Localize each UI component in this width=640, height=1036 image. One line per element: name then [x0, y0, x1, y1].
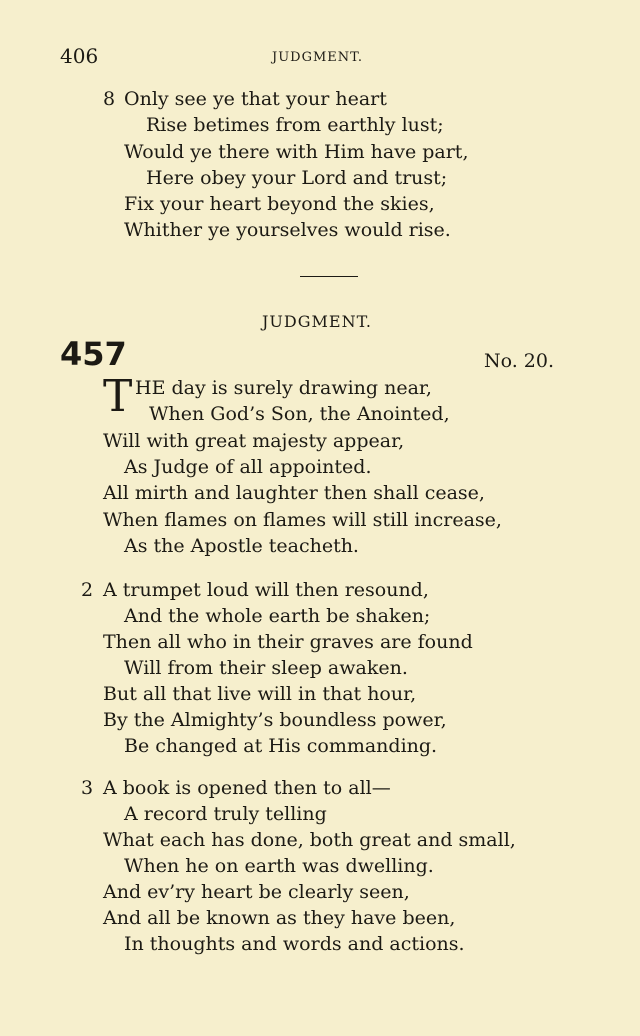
running-head: JUDGMENT.: [272, 50, 364, 65]
section-title: JUDGMENT.: [262, 312, 372, 331]
hymn-line: In thoughts and words and actions.: [124, 933, 465, 955]
page-number: 406: [60, 44, 99, 68]
drop-cap: T: [103, 371, 133, 422]
hymn-line: When he on earth was dwelling.: [124, 855, 434, 877]
hymn-line: But all that live will in that hour,: [103, 683, 417, 705]
hymn-line: Will from their sleep awaken.: [124, 657, 408, 679]
hymn-line: Rise betimes from earthly lust;: [146, 114, 444, 136]
hymn-line: A book is opened then to all—: [103, 777, 391, 799]
tune-reference: No. 20.: [484, 350, 555, 372]
hymn-line: Whither ye yourselves would rise.: [124, 219, 451, 241]
hymn-line: When God’s Son, the Anointed,: [149, 403, 450, 425]
hymn-line: All mirth and laughter then shall cease,: [103, 482, 485, 504]
hymn-line: Would ye there with Him have part,: [124, 141, 469, 163]
hymn-line: Will with great majesty appear,: [103, 430, 405, 452]
hymn-line: What each has done, both great and small,: [103, 829, 516, 851]
verse-number: 3: [81, 777, 94, 799]
hymn-line: Only see ye that your heart: [124, 88, 387, 110]
hymn-line: By the Almighty’s boundless power,: [103, 709, 447, 731]
hymn-line: Then all who in their graves are found: [103, 631, 473, 653]
hymn-line: Be changed at His commanding.: [124, 735, 438, 757]
hymn-line: A trumpet loud will then resound,: [103, 579, 429, 601]
hymn-line: Here obey your Lord and trust;: [146, 167, 448, 189]
hymn-line: When flames on flames will still increase,: [103, 509, 502, 531]
hymn-line: And the whole earth be shaken;: [124, 605, 431, 627]
hymn-line: As Judge of all appointed.: [124, 456, 372, 478]
hymn-line: HE day is surely drawing near,: [135, 377, 432, 399]
hymn-line: And ev’ry heart be clearly seen,: [103, 881, 410, 903]
hymn-line: A record truly telling: [124, 803, 327, 825]
hymn-line: And all be known as they have been,: [103, 907, 456, 929]
verse-number: 8: [103, 88, 116, 110]
hymn-number: 457: [60, 335, 127, 373]
verse-number: 2: [81, 579, 94, 601]
hymn-line: Fix your heart beyond the skies,: [124, 193, 435, 215]
hymn-line: As the Apostle teacheth.: [124, 535, 359, 557]
section-divider: [300, 276, 358, 277]
